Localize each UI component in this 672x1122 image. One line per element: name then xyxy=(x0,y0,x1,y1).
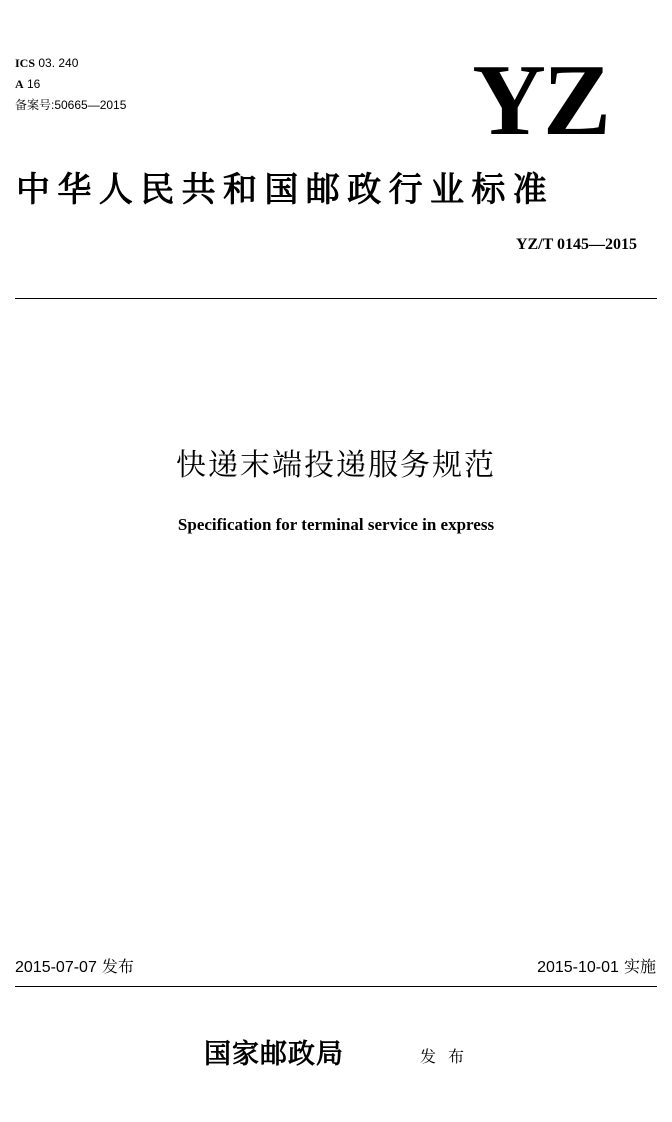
publisher-action: 发布 xyxy=(420,1047,477,1066)
issue-date-label: 发布 xyxy=(96,957,134,976)
implementation-date xyxy=(537,957,656,978)
ics-value: 03. 240 xyxy=(35,56,79,70)
implementation-date-value: 2015-10-01 xyxy=(537,959,619,976)
classification-code xyxy=(15,76,40,92)
implementation-date-label: 实施 xyxy=(618,957,656,976)
standard-category-heading: 中华人民共和国邮政行业标准 xyxy=(16,170,555,210)
ics-label: ICS xyxy=(15,56,36,70)
standard-code-logo: YZ xyxy=(472,44,608,157)
issue-date-value: 2015-07-07 xyxy=(15,959,97,976)
classification-label: A xyxy=(15,77,24,91)
issue-date xyxy=(15,957,134,978)
classification-value: 16 xyxy=(23,77,41,91)
registration-number: 备案号:50665—2015 xyxy=(15,98,127,112)
top-divider xyxy=(15,298,657,299)
document-title-english: Specification for terminal service in express xyxy=(177,515,495,534)
standard-number: YZ/T 0145—2015 xyxy=(515,236,637,253)
publisher-name: 国家邮政局 xyxy=(204,1039,344,1070)
ics-code xyxy=(15,55,78,71)
document-title-chinese: 快递末端投递服务规范 xyxy=(176,448,496,483)
bottom-divider xyxy=(15,986,657,987)
